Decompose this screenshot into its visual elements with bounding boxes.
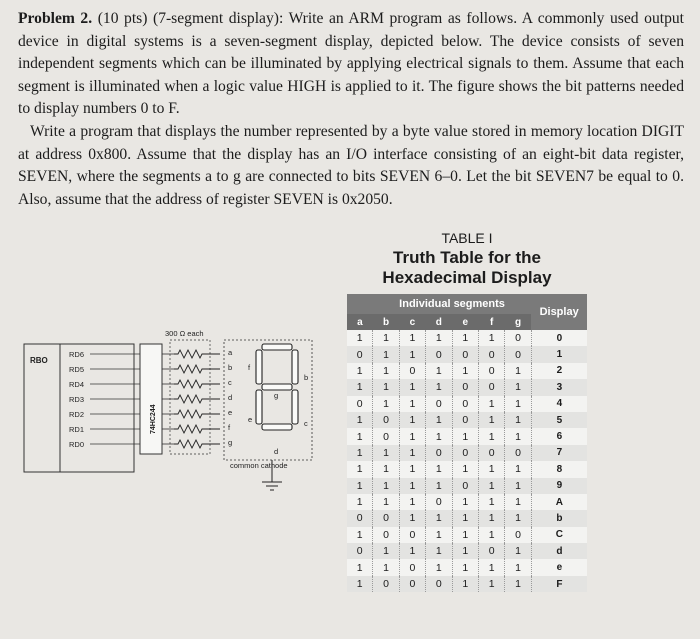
segment-bit-cell: 1	[505, 478, 531, 494]
segment-bit-cell: 0	[399, 559, 425, 575]
table-row	[347, 478, 587, 494]
segment-column-header: b	[373, 314, 399, 330]
port-label: RD5	[69, 365, 85, 374]
segment-bit-cell: 0	[505, 330, 531, 346]
segment-letter: g	[228, 438, 233, 447]
segment-letter: a	[228, 348, 233, 357]
segment-bit-cell: 1	[399, 445, 425, 461]
table-row	[347, 428, 587, 444]
segment-column-header: f	[478, 314, 504, 330]
segment-column-header: e	[452, 314, 478, 330]
segment-bit-cell: 1	[505, 461, 531, 477]
problem-statement	[18, 8, 684, 211]
display-label-f: f	[248, 363, 251, 372]
segment-bit-cell: 1	[373, 363, 399, 379]
segment-bit-cell: 1	[399, 543, 425, 559]
segment-column-header: d	[426, 314, 452, 330]
display-character-cell: b	[531, 510, 587, 526]
segment-bit-cell: 1	[347, 412, 373, 428]
segment-bit-cell: 1	[373, 330, 399, 346]
segment-bit-cell: 1	[452, 543, 478, 559]
table-row	[347, 543, 587, 559]
display-character-cell: 1	[531, 346, 587, 362]
segment-bit-cell: 0	[426, 576, 452, 592]
display-label-e: e	[248, 415, 253, 424]
segment-bit-cell: 1	[452, 428, 478, 444]
table-number: TABLE I	[441, 230, 493, 246]
segment-bit-cell: 1	[373, 494, 399, 510]
segment-bit-cell: 1	[426, 379, 452, 395]
segment-letter: b	[228, 363, 233, 372]
segment-bit-cell: 1	[505, 559, 531, 575]
segment-bit-cell: 1	[399, 379, 425, 395]
problem-paragraph-2: Write a program that displays the number represented by a byte value stored in memory location DIGIT at address 0x800. Assume that the display has an I/O interface consisting of an eight-bit data register, SEVEN, where the segments a to g are connected to bits SEVEN 6–0. Let the bit SEVEN7 be equal to 0. Also, assume that the address of register SEVEN is 0x2050.	[18, 122, 684, 208]
segment-bit-cell: 1	[426, 478, 452, 494]
table-row	[347, 445, 587, 461]
problem-label: Problem 2.	[18, 10, 93, 27]
segment-bit-cell: 1	[426, 543, 452, 559]
segment-bit-cell: 1	[452, 494, 478, 510]
display-character-cell: 0	[531, 330, 587, 346]
table-row	[347, 576, 587, 592]
segment-bit-cell: 1	[373, 478, 399, 494]
seven-segment-digit	[256, 344, 298, 430]
segment-bit-cell: 1	[426, 461, 452, 477]
table-caption	[347, 228, 587, 288]
segment-bit-cell: 1	[505, 494, 531, 510]
segment-bit-cell: 0	[478, 543, 504, 559]
segment-bit-cell: 0	[399, 527, 425, 543]
display-character-cell: 5	[531, 412, 587, 428]
display-character-cell: 6	[531, 428, 587, 444]
problem-paragraph-1	[18, 8, 684, 121]
display-character-cell: 4	[531, 396, 587, 412]
display-header: Display	[531, 294, 587, 330]
display-label-c: c	[304, 419, 308, 428]
table-row	[347, 346, 587, 362]
table-row	[347, 494, 587, 510]
segment-bit-cell: 1	[373, 396, 399, 412]
segment-bit-cell: 1	[426, 412, 452, 428]
segment-bit-cell: 1	[478, 527, 504, 543]
resistor-bank	[174, 350, 220, 448]
segment-bit-cell: 1	[426, 428, 452, 444]
segment-bit-cell: 1	[478, 494, 504, 510]
segment-bit-cell: 1	[399, 346, 425, 362]
display-label-g: g	[274, 391, 279, 400]
segment-bit-cell: 1	[452, 559, 478, 575]
table-row	[347, 396, 587, 412]
segment-bit-cell: 1	[399, 330, 425, 346]
display-character-cell: C	[531, 527, 587, 543]
display-label-d: d	[274, 447, 279, 456]
segment-bit-cell: 1	[347, 461, 373, 477]
segment-bit-cell: 0	[478, 363, 504, 379]
segment-bit-cell: 1	[399, 396, 425, 412]
segment-bit-cell: 1	[373, 559, 399, 575]
segment-bit-cell: 1	[347, 559, 373, 575]
segment-bit-cell: 1	[373, 543, 399, 559]
segment-bit-cell: 0	[399, 363, 425, 379]
segment-bit-cell: 1	[426, 363, 452, 379]
segment-bit-cell: 1	[478, 559, 504, 575]
segment-letter: e	[228, 408, 233, 417]
segment-bit-cell: 1	[426, 559, 452, 575]
segment-bit-cell: 0	[426, 494, 452, 510]
segment-bit-cell: 0	[347, 510, 373, 526]
problem-paragraph-1-text: Write an ARM program as follows. A commonly used output device in digital systems is a seven-segment display, depicted below. The device consists of seven independent segments which can be illuminated by applying electrical signals to them. Assume that each segment is illuminated when a logic value HIGH is applied to it. The figure shows the bit patterns needed to display numbers 0 to F.	[18, 10, 684, 118]
segment-bit-cell: 0	[373, 428, 399, 444]
segment-bit-cell: 1	[399, 461, 425, 477]
segment-bit-cell: 1	[452, 330, 478, 346]
table-row	[347, 510, 587, 526]
segment-bit-cell: 0	[373, 510, 399, 526]
segment-letter: d	[228, 393, 233, 402]
segment-bit-cell: 1	[452, 461, 478, 477]
segment-bit-cell: 1	[505, 543, 531, 559]
seven-segment-circuit-diagram	[22, 322, 322, 497]
truth-table	[347, 294, 587, 592]
segment-bit-cell: 0	[373, 576, 399, 592]
segment-bit-cell: 1	[347, 494, 373, 510]
display-character-cell: F	[531, 576, 587, 592]
port-label: RD4	[69, 380, 85, 389]
segment-bit-cell: 1	[478, 396, 504, 412]
truth-table-figure	[347, 228, 587, 591]
display-character-cell: e	[531, 559, 587, 575]
segment-bit-cell: 0	[452, 412, 478, 428]
segment-bit-cell: 0	[426, 396, 452, 412]
table-row	[347, 527, 587, 543]
segment-bit-cell: 0	[452, 396, 478, 412]
segment-bit-cell: 0	[452, 445, 478, 461]
segment-letter: f	[228, 423, 231, 432]
port-labels	[69, 350, 84, 449]
segment-bit-cell: 1	[399, 510, 425, 526]
table-title-line-1: Truth Table for the	[393, 248, 541, 267]
segment-bit-cell: 0	[373, 527, 399, 543]
segment-bit-cell: 1	[478, 428, 504, 444]
segment-bit-cell: 1	[426, 330, 452, 346]
segment-bit-cell: 0	[373, 412, 399, 428]
buffer-chip	[140, 344, 162, 454]
display-package	[224, 340, 312, 460]
display-character-cell: 3	[531, 379, 587, 395]
table-row	[347, 412, 587, 428]
segment-bit-cell: 1	[399, 412, 425, 428]
port-label: RD0	[69, 440, 85, 449]
display-character-cell: 8	[531, 461, 587, 477]
segment-bit-cell: 1	[505, 428, 531, 444]
display-character-cell: 9	[531, 478, 587, 494]
port-label: RD1	[69, 425, 85, 434]
display-character-cell: d	[531, 543, 587, 559]
segment-bit-cell: 1	[505, 510, 531, 526]
segment-bit-cell: 1	[478, 461, 504, 477]
segment-bit-cell: 0	[347, 346, 373, 362]
table-row	[347, 379, 587, 395]
common-cathode-label: common cathode	[230, 461, 288, 470]
segment-bit-cell: 0	[478, 379, 504, 395]
resistor-label: 300 Ω each	[165, 329, 204, 338]
display-label-b: b	[304, 373, 309, 382]
segment-bit-cell: 1	[347, 363, 373, 379]
segment-letters	[228, 348, 233, 447]
segment-bit-cell: 1	[373, 346, 399, 362]
segment-bit-cell: 1	[399, 428, 425, 444]
port-label: RD2	[69, 410, 85, 419]
segment-bit-cell: 1	[505, 396, 531, 412]
display-character-cell: 2	[531, 363, 587, 379]
segment-bit-cell: 0	[347, 396, 373, 412]
segment-bit-cell: 0	[452, 478, 478, 494]
segment-bit-cell: 1	[399, 478, 425, 494]
segment-bit-cell: 1	[347, 330, 373, 346]
segment-bit-cell: 1	[347, 576, 373, 592]
segment-bit-cell: 0	[505, 527, 531, 543]
table-title-line-2: Hexadecimal Display	[382, 268, 552, 287]
segment-bit-cell: 1	[505, 576, 531, 592]
segment-bit-cell: 0	[505, 346, 531, 362]
segment-bit-cell: 1	[505, 363, 531, 379]
segment-bit-cell: 0	[478, 346, 504, 362]
chip-label: 74HC244	[150, 404, 157, 434]
segment-bit-cell: 1	[373, 461, 399, 477]
segment-bit-cell: 0	[452, 346, 478, 362]
segment-bit-cell: 0	[426, 346, 452, 362]
table-row	[347, 559, 587, 575]
segment-bit-cell: 0	[478, 445, 504, 461]
segment-bit-cell: 0	[452, 379, 478, 395]
segment-bit-cell: 1	[373, 379, 399, 395]
segment-bit-cell: 1	[399, 494, 425, 510]
segment-bit-cell: 1	[478, 510, 504, 526]
problem-points: (10 pts)	[97, 10, 148, 27]
segment-bit-cell: 1	[505, 412, 531, 428]
port-label: RD3	[69, 395, 85, 404]
segment-bit-cell: 1	[373, 445, 399, 461]
segment-bit-cell: 1	[347, 445, 373, 461]
table-row	[347, 363, 587, 379]
segment-bit-cell: 1	[452, 576, 478, 592]
segment-bit-cell: 0	[347, 543, 373, 559]
table-row	[347, 330, 587, 346]
segment-bit-cell: 1	[347, 379, 373, 395]
segment-bit-cell: 0	[426, 445, 452, 461]
segment-bit-cell: 1	[426, 527, 452, 543]
segment-bit-cell: 1	[478, 330, 504, 346]
segment-bit-cell: 1	[478, 478, 504, 494]
segment-bit-cell: 1	[426, 510, 452, 526]
table-row	[347, 461, 587, 477]
segment-column-header: g	[505, 314, 531, 330]
segment-bit-cell: 1	[452, 363, 478, 379]
segment-bit-cell: 1	[505, 379, 531, 395]
individual-segments-header: Individual segments	[373, 294, 531, 314]
segment-bit-cell: 1	[478, 412, 504, 428]
segment-bit-cell: 1	[347, 478, 373, 494]
segment-bit-cell: 1	[452, 527, 478, 543]
segment-column-header: a	[347, 314, 373, 330]
segment-bit-cell: 1	[478, 576, 504, 592]
port-label: RD6	[69, 350, 85, 359]
segment-letter: c	[228, 378, 232, 387]
display-character-cell: 7	[531, 445, 587, 461]
problem-topic: (7-segment display):	[153, 10, 284, 27]
segment-bit-cell: 0	[505, 445, 531, 461]
display-character-cell: A	[531, 494, 587, 510]
segment-column-header: c	[399, 314, 425, 330]
segment-bit-cell: 1	[347, 428, 373, 444]
segment-bit-cell: 1	[347, 527, 373, 543]
segment-bit-cell: 1	[452, 510, 478, 526]
segment-bit-cell: 0	[399, 576, 425, 592]
rbo-label: RBO	[30, 356, 48, 365]
